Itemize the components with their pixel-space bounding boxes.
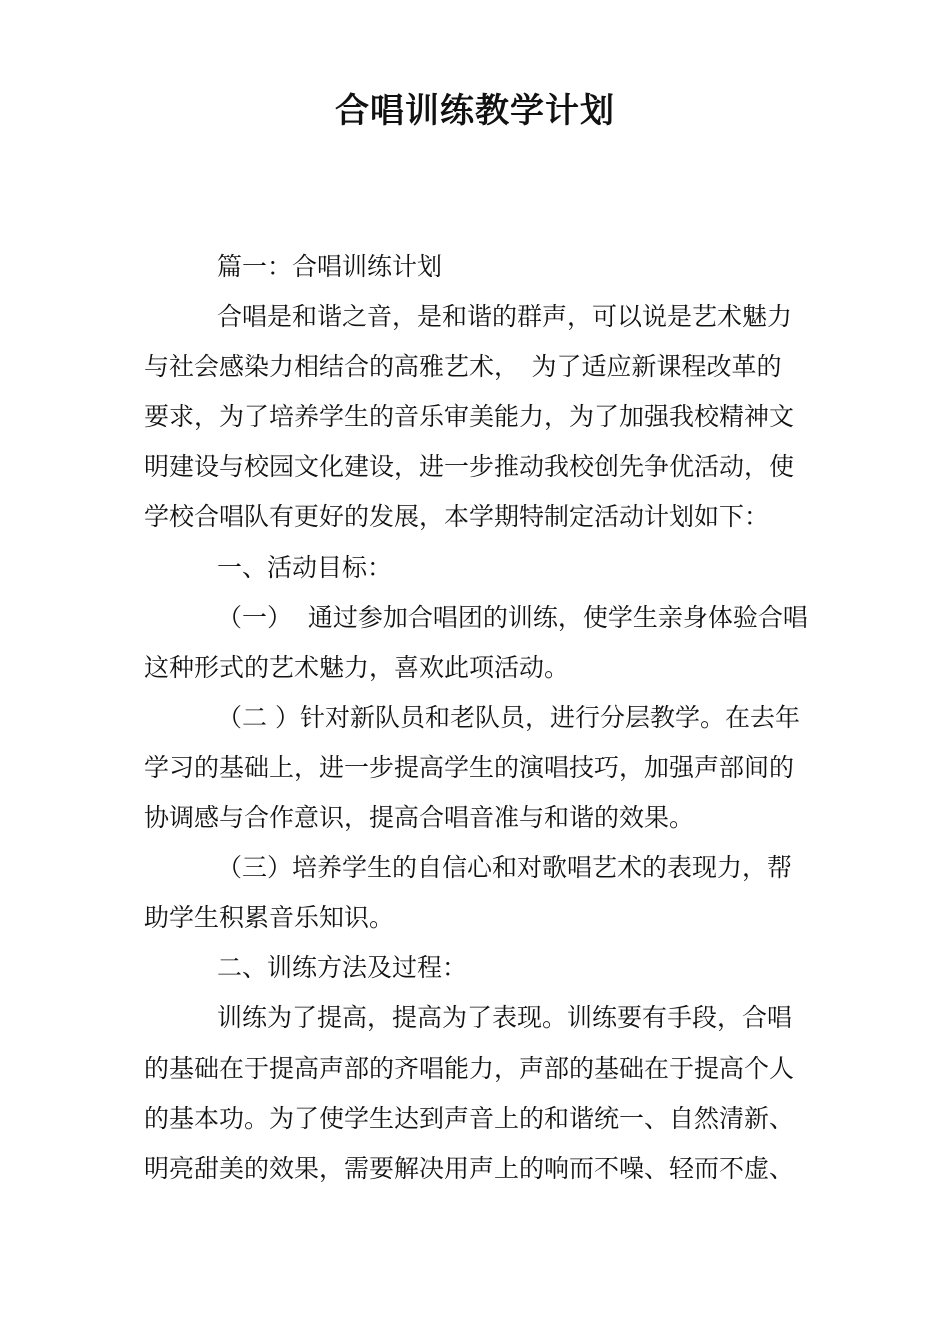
paragraph-line: （二 ）针对新队员和老队员，进行分层教学。在去年 [217, 702, 800, 732]
paragraph-line: 要求，为了培养学生的音乐审美能力，为了加强我校精神文 [144, 402, 795, 432]
section-heading: 二、训练方法及过程： [217, 953, 468, 983]
paragraph-line: 学习的基础上，进一步提高学生的演唱技巧，加强声部间的 [144, 752, 795, 782]
section-heading: 一、活动目标： [217, 552, 393, 582]
paragraph-line: 训练为了提高，提高为了表现。训练要有手段，合唱 [217, 1003, 793, 1033]
paragraph-line: 篇一：合唱训练计划 [217, 252, 443, 281]
paragraph-line: 明建设与校园文化建设，进一步推动我校创先争优活动，使 [144, 452, 795, 482]
paragraph-line: 的基本功。为了使学生达到声音上的和谐统一、自然清新、 [144, 1103, 795, 1133]
paragraph-line: 助学生积累音乐知识。 [144, 903, 395, 933]
paragraph-line: 学校合唱队有更好的发展，本学期特制定活动计划如下： [144, 502, 770, 532]
paragraph-line: （一） 通过参加合唱团的训练，使学生亲身体验合唱 [217, 602, 808, 632]
document-body [144, 242, 814, 1194]
paragraph-line: 合唱是和谐之音，是和谐的群声，可以说是艺术魅力 [217, 302, 793, 332]
paragraph-line: 与社会感染力相结合的高雅艺术， 为了适应新课程改革的 [144, 352, 782, 382]
paragraph-line: （三）培养学生的自信心和对歌唱艺术的表现力，帮 [217, 853, 793, 883]
paragraph-line: 这种形式的艺术魅力，喜欢此项活动。 [144, 652, 570, 682]
document-title: 合唱训练教学计划 [335, 91, 615, 131]
paragraph-line: 协调感与合作意识，提高合唱音准与和谐的效果。 [144, 803, 695, 833]
paragraph-line: 的基础在于提高声部的齐唱能力，声部的基础在于提高个人 [144, 1053, 795, 1083]
paragraph-line: 明亮甜美的效果，需要解决用声上的响而不噪、轻而不虚、 [144, 1153, 795, 1183]
